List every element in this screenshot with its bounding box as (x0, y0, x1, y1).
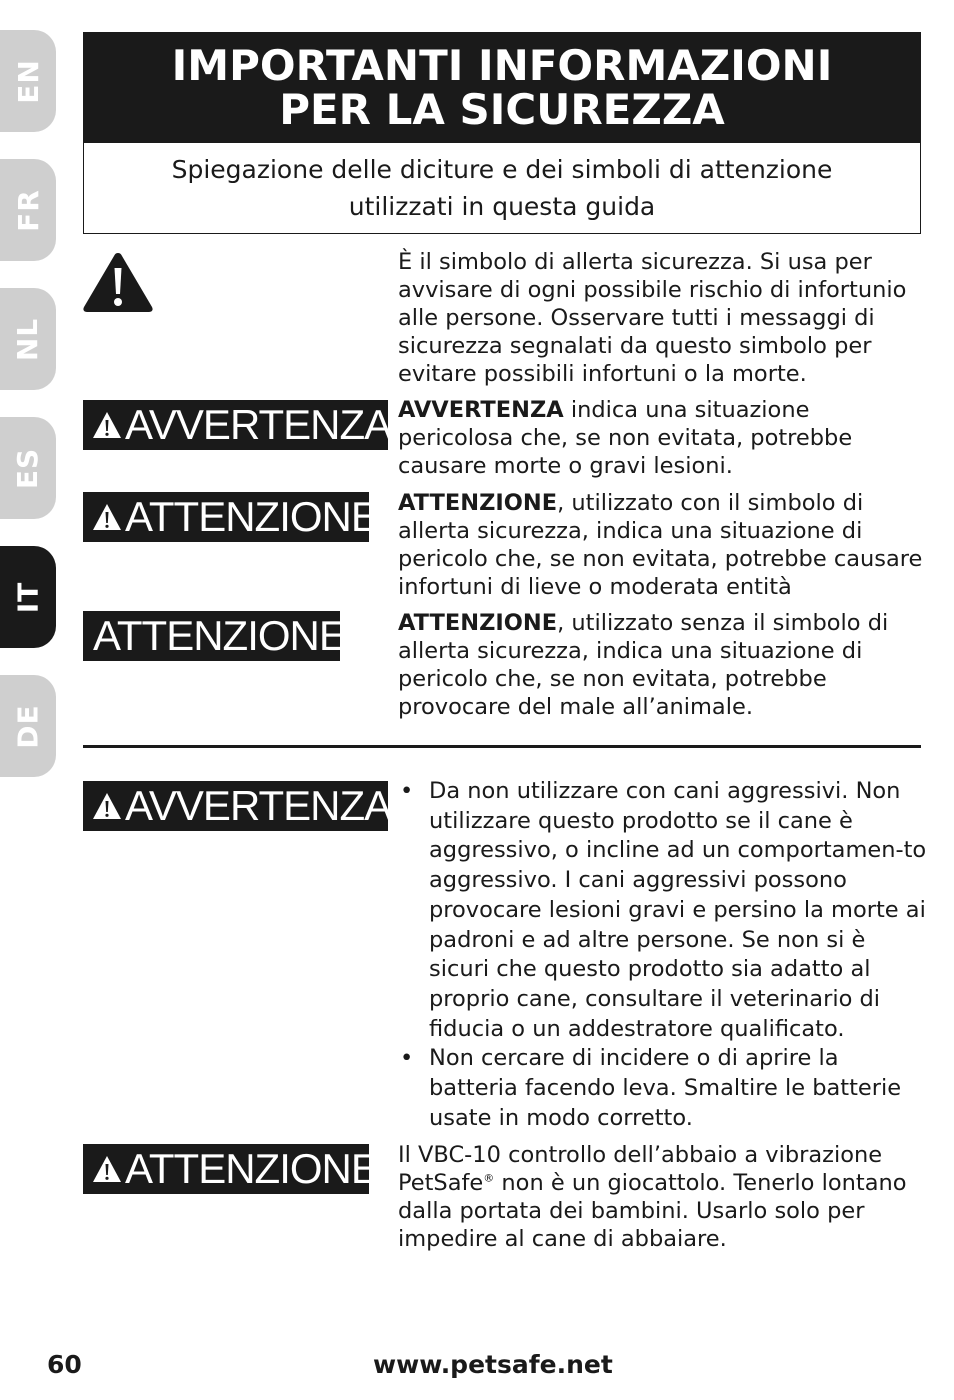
warning-triangle-icon (91, 791, 123, 821)
lang-tab-es[interactable]: ES (0, 417, 56, 519)
lang-tab-nl[interactable]: NL (0, 288, 56, 390)
caution-signal-label: ATTENZIONE (83, 492, 369, 542)
title-line-2: PER LA SICUREZZA (279, 85, 725, 134)
notice-signal-label: ATTENZIONE (83, 611, 340, 661)
subtitle-line-1: Spiegazione delle diciture e dei simboli di attenzione (171, 155, 833, 184)
warning-signal-label: AVVERTENZA (83, 400, 388, 450)
list-item: • Da non utilizzare con cani aggressivi. Non utilizzare questo prodotto se il cane è aggressivo, o incline ad un comportamen-to aggressivo. I cani aggressivi possono provocare lesioni gravi e persino la morte ai padroni e ad altre persone. Se non si è sicuri che questo prodotto sia adatto al proprio cane, consultare il veterinario di fiducia o un addestratore qualificato. (400, 778, 927, 1042)
warning-definition: AVVERTENZA indica una situazione pericolosa che, se non evitata, potrebbe causare morte o gravi lesioni. (398, 397, 853, 479)
warning-triangle-icon (91, 410, 123, 440)
page-subtitle (84, 143, 920, 233)
lang-tab-de[interactable]: DE (0, 675, 56, 777)
subtitle-line-2: utilizzati in questa guida (348, 192, 656, 221)
lang-tab-it[interactable]: IT (0, 546, 56, 648)
caution-notice-text: Il VBC-10 controllo dell’abbaio a vibrazione PetSafe® non è un giocattolo. Tenerlo lontano dalla portata dei bambini. Usarlo solo per impedire al cane di abbaiare. (398, 1142, 907, 1252)
alert-symbol-description: È il simbolo di allerta sicurezza. Si usa per avvisare di ogni possibile rischio di infortunio alle persone. Osservare tutti i messaggi di sicurezza segnalati da questo simbolo per evitare possibili infortuni o la morte. (398, 249, 907, 387)
warning-triangle-icon (91, 1154, 123, 1184)
title-line-1: IMPORTANTI INFORMAZIONI (171, 41, 833, 90)
list-item: • Non cercare di incidere o di aprire la batteria facendo leva. Smaltire le batterie usate in modo corretto. (400, 1045, 902, 1131)
lang-tab-en[interactable]: EN (0, 30, 56, 132)
notice-term: ATTENZIONE (398, 610, 558, 636)
warning-term: AVVERTENZA (398, 397, 564, 423)
title-box (83, 32, 921, 234)
notice-definition: ATTENZIONE, utilizzato senza il simbolo di allerta sicurezza, indica una situazione di pericolo che, se non evitata, potrebbe provocare del male all’animale. (398, 610, 889, 720)
caution-notice-signal-label: ATTENZIONE (83, 1144, 369, 1194)
lang-tab-fr[interactable]: FR (0, 159, 56, 261)
warning-triangle-icon (91, 502, 123, 532)
warnings-signal-label: AVVERTENZA (83, 781, 388, 831)
footer-url[interactable]: www.petsafe.net (373, 1350, 613, 1379)
caution-term: ATTENZIONE (398, 490, 558, 516)
section-divider (83, 745, 921, 748)
page-number: 60 (47, 1350, 82, 1379)
warning-triangle-icon (82, 250, 154, 314)
page-title (84, 33, 920, 143)
warnings-list (398, 777, 928, 1133)
caution-definition: ATTENZIONE, utilizzato con il simbolo di allerta sicurezza, indica una situazione di pericolo che, se non evitata, potrebbe causare infortuni di lieve o moderata entità (398, 490, 923, 600)
registered-mark: ® (483, 1171, 495, 1185)
